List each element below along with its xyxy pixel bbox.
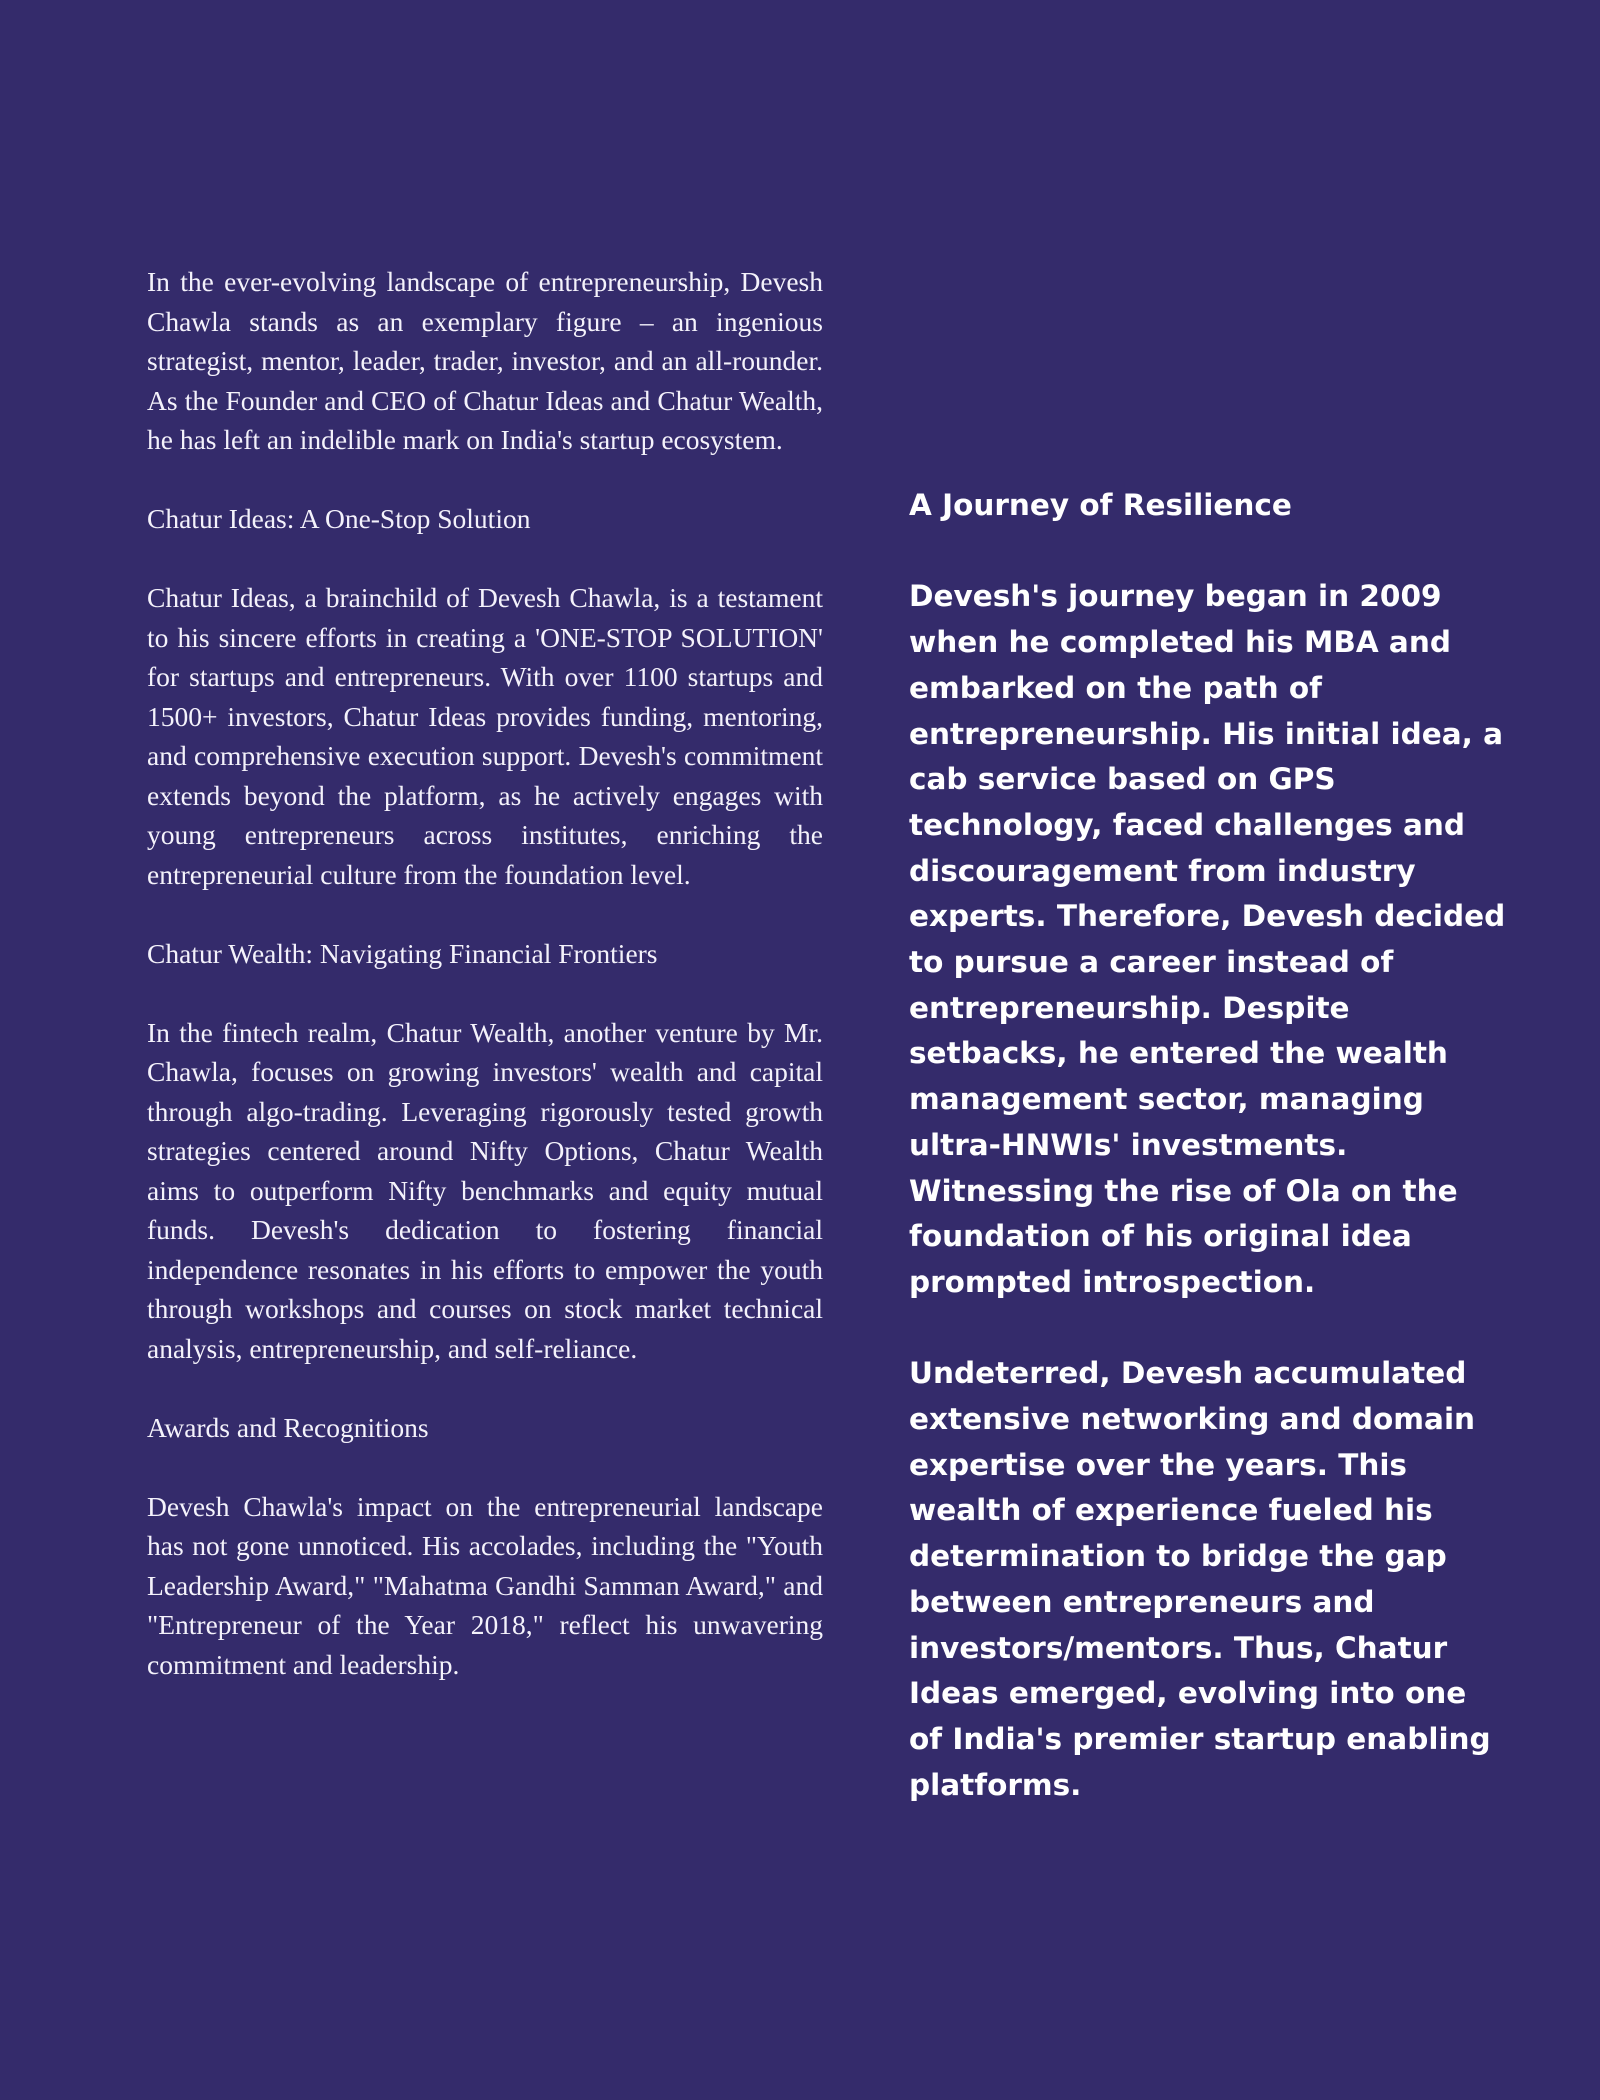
chatur-wealth-heading: Chatur Wealth: Navigating Financial Frontiers <box>147 937 658 969</box>
journey-paragraph-2: Undeterred, Devesh accumulated extensive networking and domain expertise over the years. This wealth of experience fueled his determination to bridge the gap between entrepreneurs and investors/mentors. Thus, Chatur Ideas emerged, evolving into one of India's premier startup enabling platforms. <box>909 1356 1491 1802</box>
left-column <box>147 262 823 1724</box>
right-column <box>909 483 1509 1854</box>
chatur-wealth-paragraph: In the fintech realm, Chatur Wealth, another venture by Mr. Chawla, focuses on growing investors' wealth and capital through algo-trading. Leveraging rigorously tested growth strategies centered around Nifty Options, Chatur Wealth aims to outperform Nifty benchmarks and equity mutual funds. Devesh's dedication to fostering financial independence resonates in his efforts to empower the youth through workshops and courses on stock market technical analysis, entrepreneurship, and self-reliance. <box>147 1016 823 1364</box>
journey-heading: A Journey of Resilience <box>909 488 1292 522</box>
chatur-ideas-heading: Chatur Ideas: A One-Stop Solution <box>147 503 531 534</box>
chatur-ideas-paragraph: Chatur Ideas, a brainchild of Devesh Chawla, is a testament to his sincere efforts in creating a 'ONE-STOP SOLUTION' for startups and entrepreneurs. With over 1100 startups and 1500+ investors, Chatur Ideas provides funding, mentoring, and comprehensive execution support. Devesh's commitment extends beyond the platform, as he actively engages with young entrepreneurs across institutes, enriching the entrepreneurial culture from the foundation level. <box>147 582 823 890</box>
journey-paragraph-1: Devesh's journey began in 2009 when he completed his MBA and embarked on the path of entrepreneurship. His initial idea, a cab service based on GPS technology, faced challenges and discouragement from industry experts. Therefore, Devesh decided to pursue a career instead of entrepreneurship. Despite setbacks, he entered the wealth management sector, managing ultra-HNWIs' investments. Witnessing the rise of Ola on the foundation of his original idea prompted introspection. <box>909 579 1506 1299</box>
awards-heading: Awards and Recognitions <box>147 1411 429 1443</box>
intro-paragraph: In the ever-evolving landscape of entrepreneurship, Devesh Chawla stands as an exemplary figure – an ingenious strategist, mentor, leader, trader, investor, and an all-rounder. As the Founder and CEO of Chatur Ideas and Chatur Wealth, he has left an indelible mark on India's startup ecosystem. <box>147 266 823 455</box>
awards-paragraph: Devesh Chawla's impact on the entrepreneurial landscape has not gone unnoticed. His accolades, including the "Youth Leadership Award," "Mahatma Gandhi Samman Award," and "Entrepreneur of the Year 2018," reflect his unwavering commitment and leadership. <box>147 1490 823 1680</box>
